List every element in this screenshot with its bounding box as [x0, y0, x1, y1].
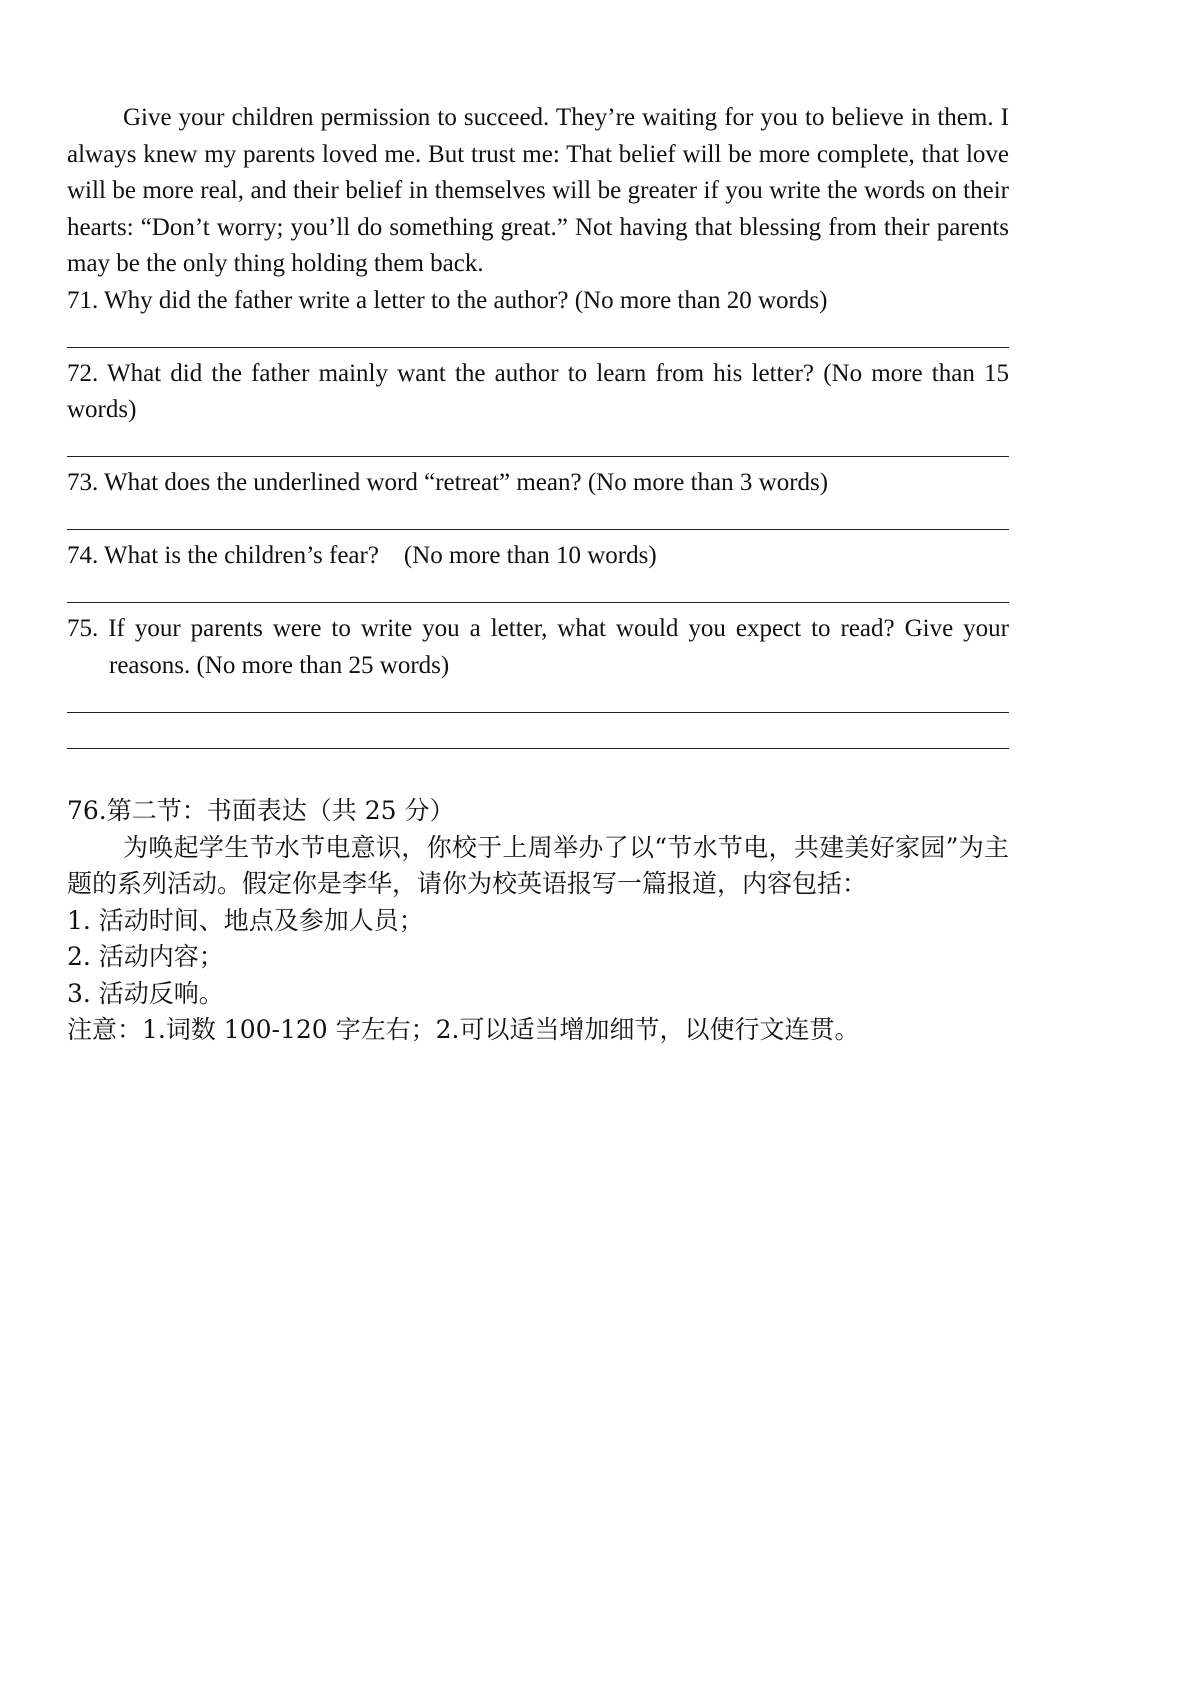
- section-gap: [67, 757, 1009, 793]
- answer-line-75a[interactable]: [67, 684, 1009, 721]
- writing-prompt: 为唤起学生节水节电意识，你校于上周举办了以“节水节电，共建美好家园”为主题的系列活动。假定你是李华，请你为校英语报写一篇报道，内容包括：: [67, 832, 1009, 898]
- writing-item-3: 3. 活动反响。: [67, 978, 224, 1008]
- question-73: 73. What does the underlined word “retreat” mean? (No more than 3 words): [67, 469, 829, 496]
- answer-line-73[interactable]: [67, 502, 1009, 539]
- question-75: 75. If your parents were to write you a letter, what would you expect to read? Give your reasons. (No more than 25 words): [67, 615, 1009, 679]
- writing-note: 注意：1.词数 100-120 字左右；2.可以适当增加细节，以使行文连贯。: [67, 1015, 860, 1044]
- writing-section: [67, 793, 1009, 1049]
- answer-line-71[interactable]: [67, 319, 1009, 356]
- writing-item-2: 2. 活动内容；: [67, 942, 224, 971]
- writing-item-1: 1. 活动时间、地点及参加人员；: [67, 905, 424, 935]
- exam-page: [67, 100, 1009, 1049]
- writing-heading: 76.第二节：书面表达（共 25 分）: [67, 796, 455, 825]
- passage-paragraph: Give your children permission to succeed. They’re waiting for you to believe in them. I always knew my parents loved me. But trust me: That belief will be more complete, that love will be more real, and their belief in themselves will be greater if you write the words on their hearts: “Don’t worry; you’ll do something great.” Not having that blessing from their parents may be the only thing holding them back.: [67, 104, 1009, 277]
- question-72: 72. What did the father mainly want the author to learn from his letter? (No more than 15 words): [67, 359, 1009, 423]
- question-71: 71. Why did the father write a letter to the author? (No more than 20 words): [67, 286, 828, 314]
- answer-line-75b[interactable]: [67, 721, 1009, 758]
- answer-line-72[interactable]: [67, 429, 1009, 466]
- answer-line-74[interactable]: [67, 575, 1009, 612]
- question-74: 74. What is the children’s fear? (No more than 10 words): [67, 542, 657, 569]
